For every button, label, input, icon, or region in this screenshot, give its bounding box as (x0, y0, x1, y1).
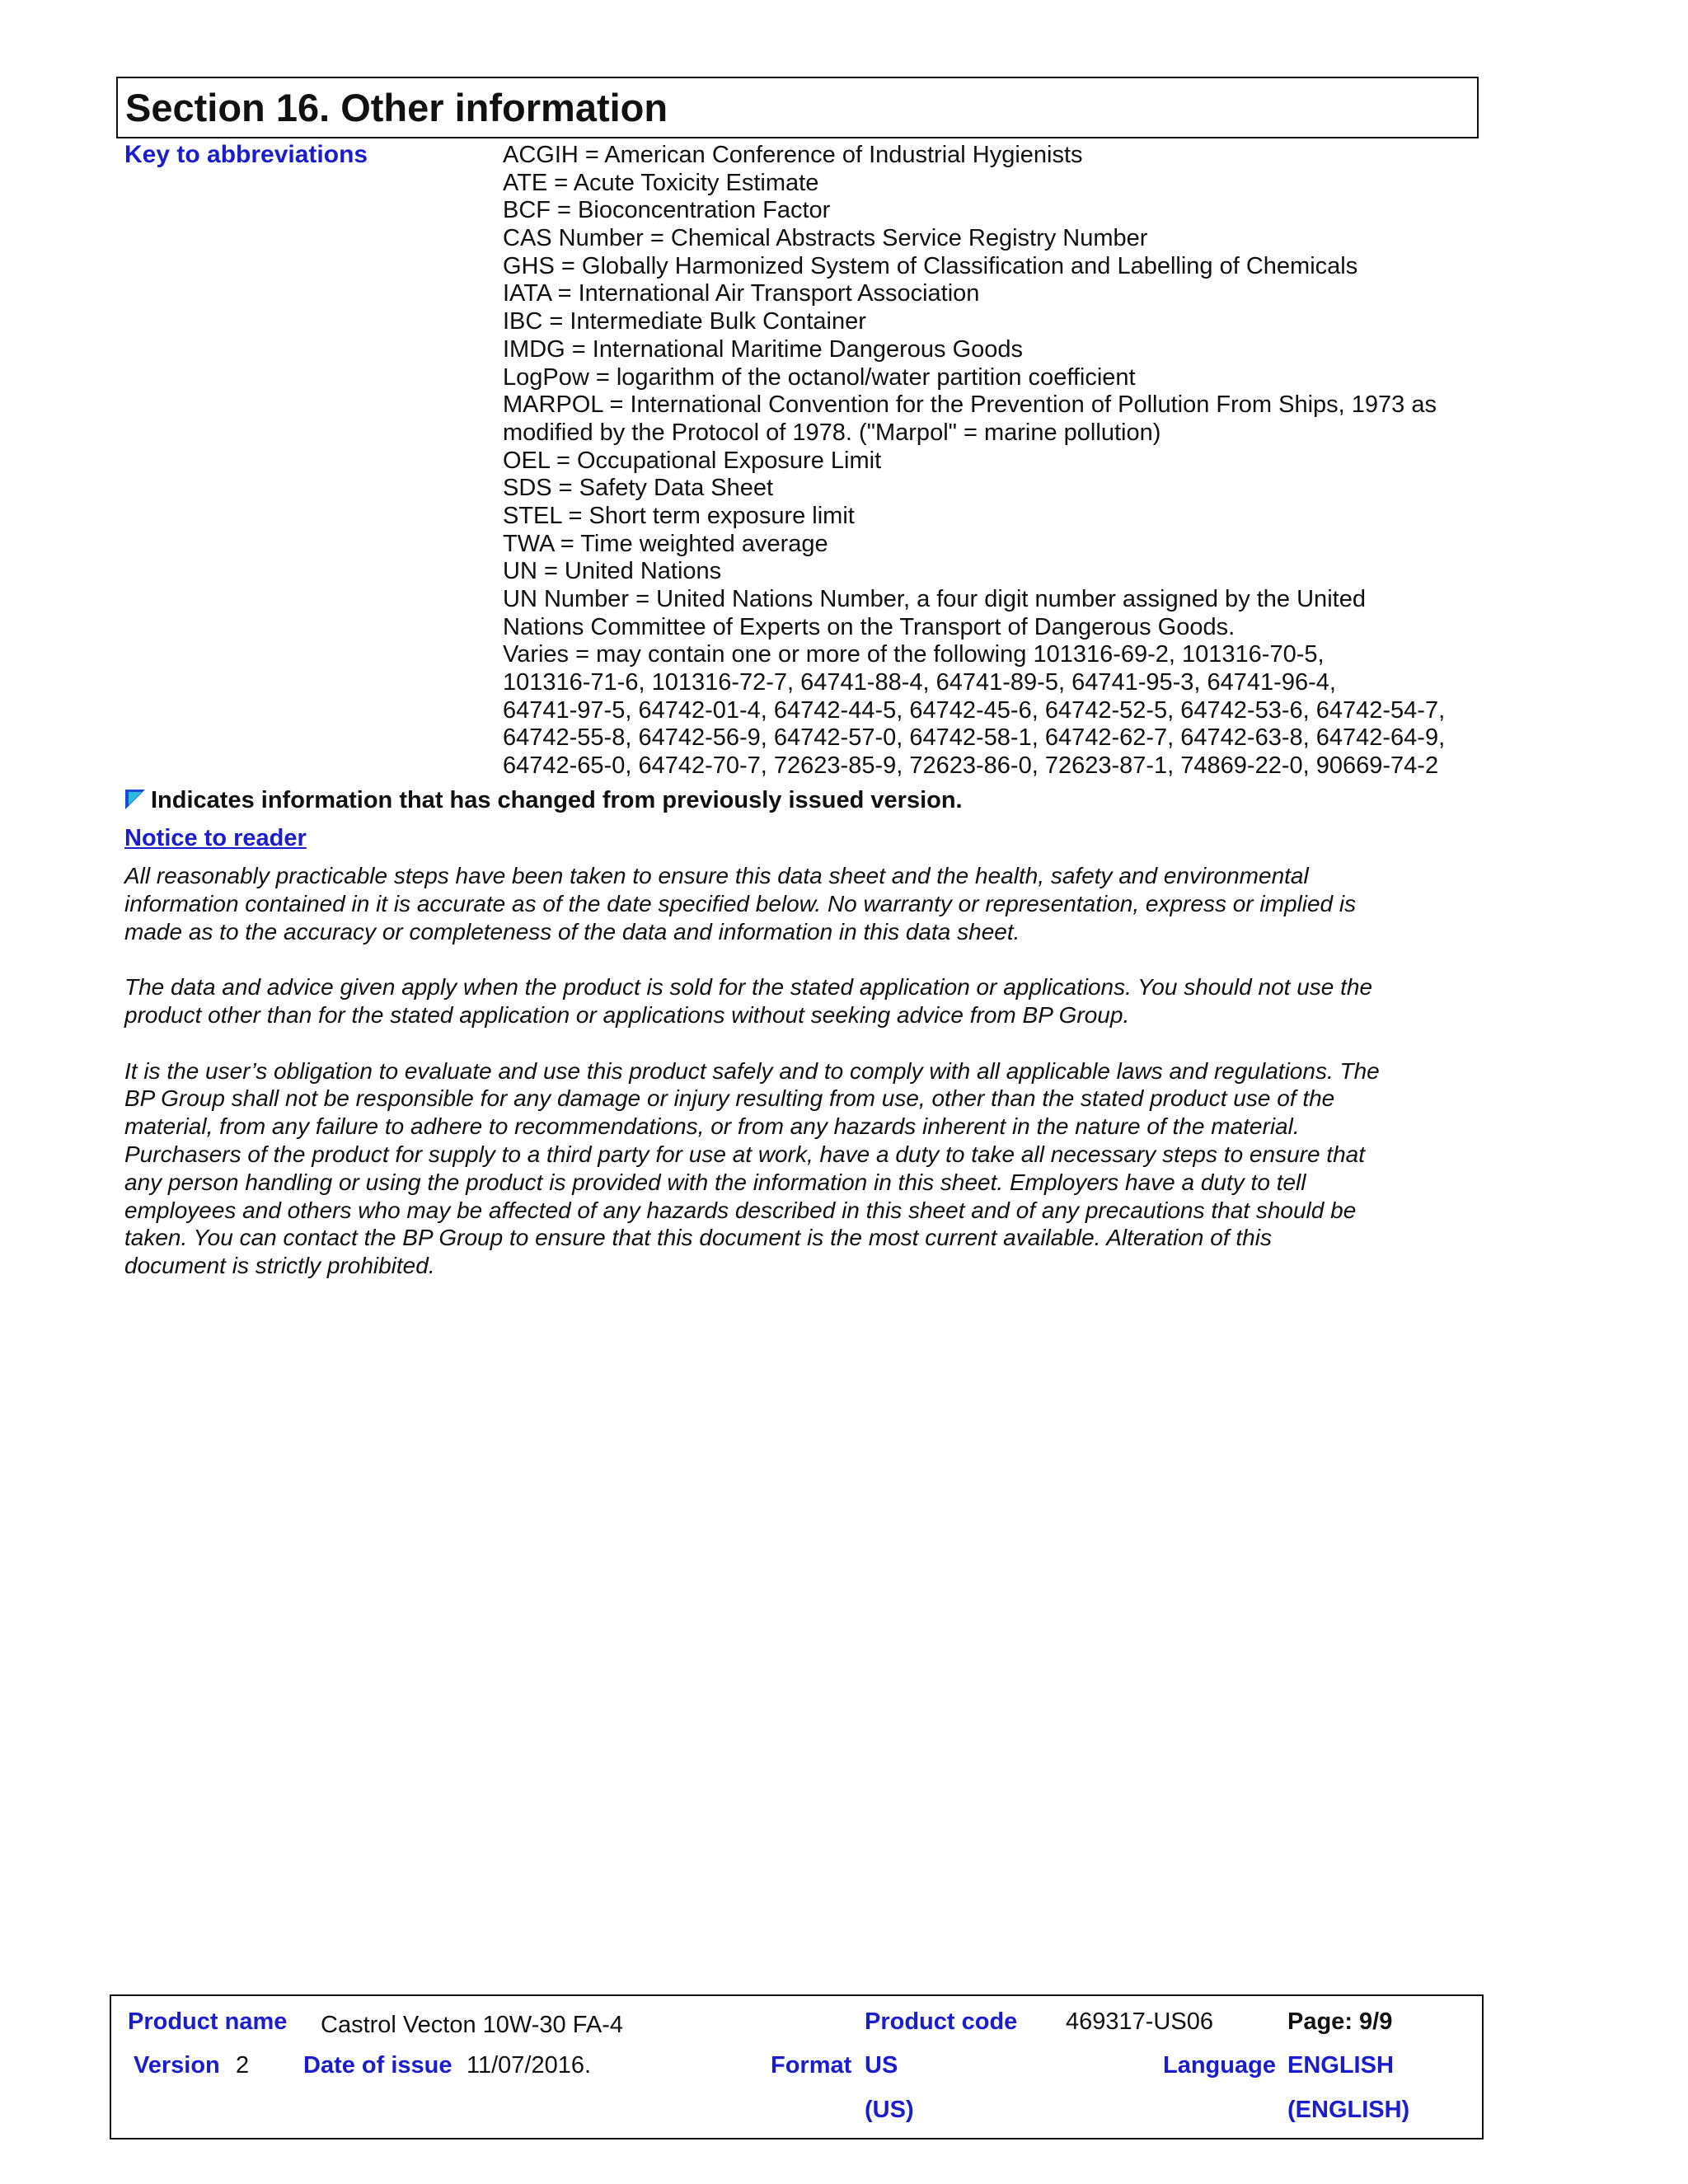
change-flag-icon (124, 789, 146, 810)
abbreviation-line: IMDG = International Maritime Dangerous Goods (503, 335, 1024, 363)
paragraph-gap (124, 945, 1493, 973)
abbreviation-line: Varies = may contain one or more of the following 101316-69-2, 101316-70-5, (503, 641, 1325, 668)
abbreviation-line: TWA = Time weighted average (503, 530, 828, 557)
product-name-label: Product name (128, 2008, 288, 2035)
format-sub-value: (US) (865, 2097, 914, 2123)
paragraph-gap (124, 1029, 1493, 1057)
changed-info-text: Indicates information that has changed from previously issued version. (151, 787, 963, 813)
abbreviation-line: 64742-55-8, 64742-56-9, 64742-57-0, 64742-58-1, 64742-62-7, 64742-63-8, 64742-64-9, (503, 724, 1446, 752)
notice-line: BP Group shall not be responsible for any damage or injury resulting from use, other than the stated product use of the (124, 1085, 1335, 1112)
abbreviation-line: CAS Number = Chemical Abstracts Service Registry Number (503, 225, 1148, 252)
abbreviation-line: ACGIH = American Conference of Industrial Hygienists (503, 142, 1083, 168)
notice-line: made as to the accuracy or completeness of the data and information in this data sheet. (124, 918, 1020, 944)
abbreviation-line: UN Number = United Nations Number, a four digit number assigned by the United (503, 586, 1366, 612)
key-to-abbreviations-label: Key to abbreviations (124, 141, 368, 168)
abbreviation-line: ATE = Acute Toxicity Estimate (503, 169, 819, 196)
footer (110, 1994, 1484, 2139)
section-header (116, 77, 1479, 138)
abbreviation-list (503, 142, 1484, 780)
format-value: US (865, 2052, 898, 2079)
notice-line: material, from any failure to adhere to recommendations, or from any hazards inherent in the nature of the material. (124, 1113, 1300, 1140)
notice-line: employees and others who may be affected of any hazards described in this sheet and of any precautions that should be (124, 1197, 1357, 1223)
version-label: Version (134, 2052, 220, 2079)
abbreviation-line: UN = United Nations (503, 558, 722, 585)
notice-line: It is the user’s obligation to evaluate and use this product safely and to comply with all applicable laws and regulations. The (124, 1057, 1380, 1084)
notice-body (124, 862, 1493, 1280)
abbreviation-line: LogPow = logarithm of the octanol/water partition coefficient (503, 363, 1136, 391)
notice-line: Purchasers of the product for supply to a third party for use at work, have a duty to take all necessary steps to ensure that (124, 1141, 1366, 1167)
section-title: Section 16. Other information (125, 86, 668, 129)
abbreviation-line: IATA = International Air Transport Association (503, 280, 980, 307)
notice-line: product other than for the stated application or applications without seeking advice from BP Group. (124, 1001, 1130, 1028)
product-code-value: 469317-US06 (1066, 2008, 1213, 2035)
abbreviation-line: 101316-71-6, 101316-72-7, 64741-88-4, 64741-89-5, 64741-95-3, 64741-96-4, (503, 669, 1336, 696)
abbreviation-line: modified by the Protocol of 1978. ("Marpol" = marine pollution) (503, 419, 1161, 446)
abbreviation-line: GHS = Globally Harmonized System of Classification and Labelling of Chemicals (503, 252, 1358, 279)
date-of-issue-value: 11/07/2016. (467, 2052, 592, 2079)
abbreviation-line: MARPOL = International Convention for the Prevention of Pollution From Ships, 1973 as (503, 391, 1437, 419)
abbreviation-line: OEL = Occupational Exposure Limit (503, 447, 882, 474)
abbreviation-line: BCF = Bioconcentration Factor (503, 197, 831, 224)
abbreviation-line: 64742-65-0, 64742-70-7, 72623-85-9, 72623-86-0, 72623-87-1, 74869-22-0, 90669-74-2 (503, 752, 1439, 780)
notice-line: information contained in it is accurate as of the date specified below. No warranty or representation, express or implied is (124, 890, 1357, 916)
language-label: Language (1163, 2052, 1276, 2079)
notice-line: taken. You can contact the BP Group to ensure that this document is the most current available. Alteration of this (124, 1225, 1272, 1251)
format-label: Format (771, 2052, 852, 2079)
abbreviation-line: STEL = Short term exposure limit (503, 502, 855, 529)
notice-to-reader-link[interactable]: Notice to reader (124, 825, 307, 851)
language-value: ENGLISH (1287, 2052, 1394, 2079)
product-name-value: Castrol Vecton 10W-30 FA-4 (321, 2012, 623, 2038)
language-sub-value: (ENGLISH) (1287, 2097, 1410, 2123)
changed-info-notice (124, 786, 963, 814)
abbreviation-line: IBC = Intermediate Bulk Container (503, 308, 866, 335)
abbreviation-line: Nations Committee of Experts on the Transport of Dangerous Goods. (503, 613, 1236, 640)
version-value: 2 (236, 2052, 250, 2079)
date-of-issue-label: Date of issue (303, 2052, 452, 2079)
notice-line: document is strictly prohibited. (124, 1253, 435, 1279)
product-code-label: Product code (865, 2008, 1018, 2035)
abbreviation-line: SDS = Safety Data Sheet (503, 475, 774, 502)
notice-line: All reasonably practicable steps have been taken to ensure this data sheet and the health, safety and environmental (124, 863, 1309, 888)
notice-line: The data and advice given apply when the product is sold for the stated application or applications. You should not use the (124, 974, 1373, 1001)
abbreviation-line: 64741-97-5, 64742-01-4, 64742-44-5, 64742-45-6, 64742-52-5, 64742-53-6, 64742-54-7, (503, 696, 1446, 724)
page-number: Page: 9/9 (1287, 2008, 1393, 2035)
notice-line: any person handling or using the product is provided with the information in this sheet. Employers have a duty to tell (124, 1169, 1306, 1195)
